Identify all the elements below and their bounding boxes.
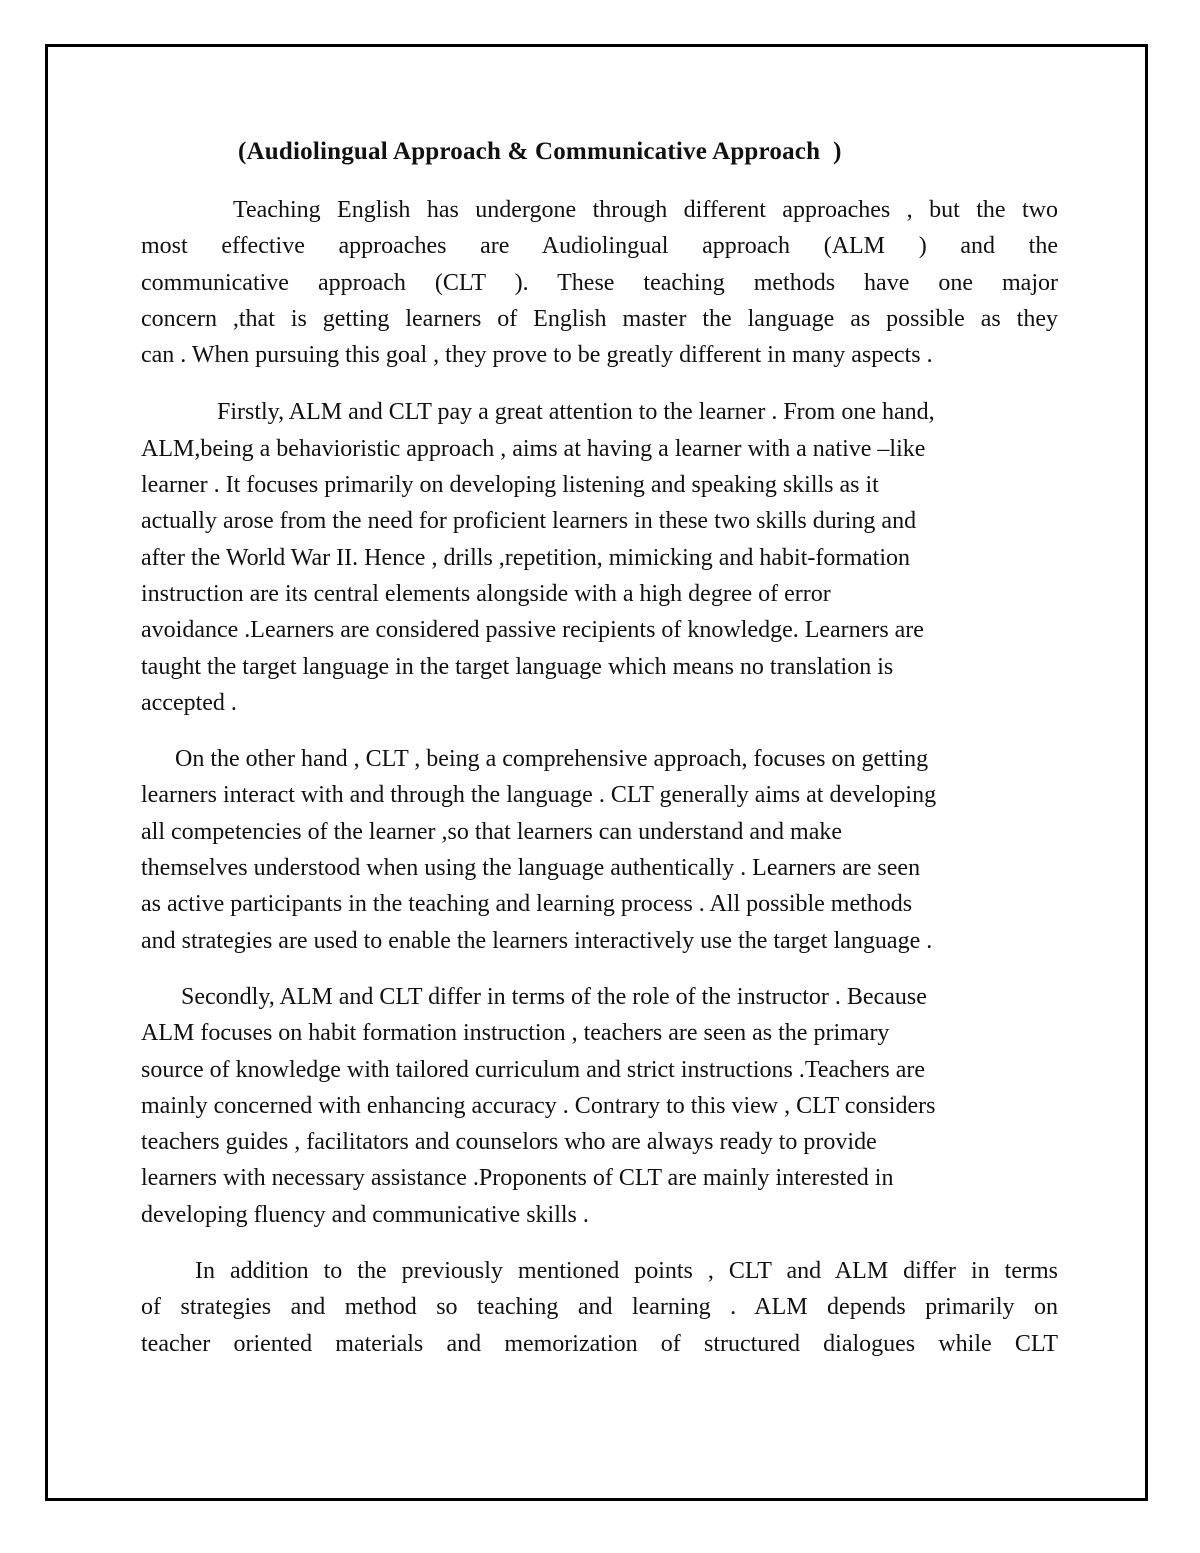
text-line: accepted . <box>141 689 237 716</box>
text-line: Firstly, ALM and CLT pay a great attention to the learner . From one hand, <box>217 399 935 426</box>
text-line: teachers guides , facilitators and counselors who are always ready to provide <box>141 1129 877 1156</box>
text-line: actually arose from the need for proficient learners in these two skills during and <box>141 508 917 535</box>
text-line: On the other hand , CLT , being a comprehensive approach, focuses on getting <box>175 746 929 773</box>
paragraph-secondly <box>141 979 1058 1233</box>
text-line: learners with necessary assistance .Proponents of CLT are mainly interested in <box>141 1165 894 1192</box>
text-line: mainly concerned with enhancing accuracy . Contrary to this view , CLT considers <box>141 1092 936 1119</box>
text-line: after the World War II. Hence , drills ,repetition, mimicking and habit-formation <box>141 544 911 571</box>
text-line: Teaching English has undergone through different approaches , but the two <box>233 197 1058 223</box>
text-line: learners interact with and through the language . CLT generally aims at developing <box>141 782 937 809</box>
text-line: developing fluency and communicative skills . <box>141 1201 589 1228</box>
text-line: taught the target language in the target language which means no translation is <box>141 653 894 680</box>
text-line: all competencies of the learner ,so that learners can understand and make <box>141 818 843 845</box>
text-line: learner . It focuses primarily on developing listening and speaking skills as it <box>141 472 879 499</box>
text-line: ALM,being a behavioristic approach , aims at having a learner with a native –like <box>141 435 926 462</box>
text-line: In addition to the previously mentioned points , CLT and ALM differ in terms <box>195 1258 1058 1285</box>
text-line: concern ,that is getting learners of English master the language as possible as they <box>141 305 1058 332</box>
paragraph-other-hand <box>141 741 1058 959</box>
text-line: avoidance .Learners are considered passive recipients of knowledge. Learners are <box>141 617 924 644</box>
paragraph-firstly <box>141 394 1058 721</box>
text-line: themselves understood when using the language authentically . Learners are seen <box>141 855 921 882</box>
text-line: teacher oriented materials and memorization of structured dialogues while CLT <box>141 1330 1058 1357</box>
document-title: (Audiolingual Approach & Communicative Approach ) <box>238 138 842 165</box>
text-line: instruction are its central elements alongside with a high degree of error <box>141 580 831 607</box>
text-line: and strategies are used to enable the learners interactively use the target language . <box>141 927 933 954</box>
text-line: communicative approach (CLT ). These teaching methods have one major <box>141 269 1058 296</box>
text-line: source of knowledge with tailored curriculum and strict instructions .Teachers are <box>141 1056 926 1083</box>
paragraph-in-addition <box>141 1253 1058 1362</box>
text-line: most effective approaches are Audiolingual approach (ALM ) and the <box>141 233 1058 260</box>
text-line: of strategies and method so teaching and learning . ALM depends primarily on <box>141 1294 1058 1321</box>
text-line: can . When pursuing this goal , they prove to be greatly different in many aspects . <box>141 342 933 369</box>
text-line: as active participants in the teaching and learning process . All possible methods <box>141 891 913 918</box>
text-line: Secondly, ALM and CLT differ in terms of the role of the instructor . Because <box>181 983 927 1010</box>
paragraph-intro <box>141 192 1058 373</box>
document-body <box>141 138 1058 1382</box>
text-line: ALM focuses on habit formation instruction , teachers are seen as the primary <box>141 1020 890 1047</box>
